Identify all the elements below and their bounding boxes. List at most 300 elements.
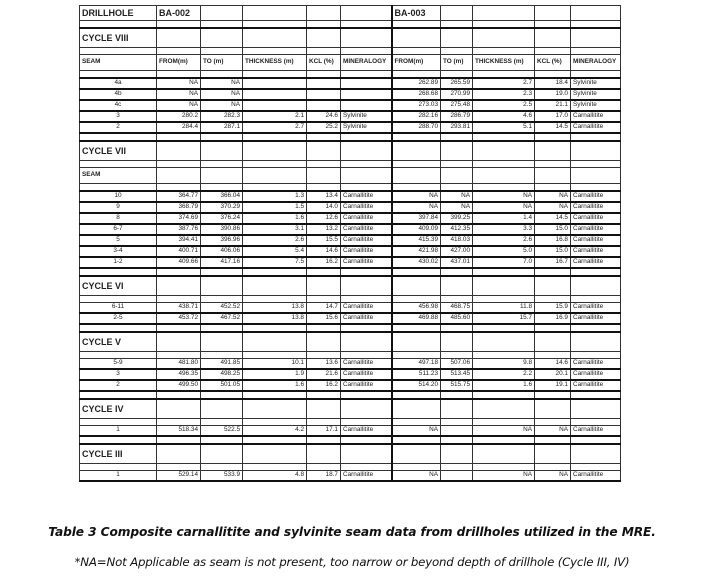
empty-cell: [201, 444, 243, 464]
table-row: [80, 471, 621, 482]
empty-cell: [535, 296, 571, 303]
table-row: [80, 380, 621, 391]
kcl-cell: 14.6: [535, 359, 571, 370]
empty-cell: [243, 184, 307, 192]
empty-cell: [341, 444, 392, 464]
table-body: [80, 6, 621, 482]
empty-cell: [201, 324, 243, 332]
mineralogy-cell: Carnallitite: [571, 122, 621, 133]
table-row: [80, 303, 621, 314]
empty-cell: [473, 184, 535, 192]
mineralogy-cell: Carnallitite: [571, 202, 621, 213]
mineralogy-cell: Carnallitite: [571, 426, 621, 437]
empty-cell: [243, 276, 307, 296]
empty-cell: [535, 268, 571, 276]
kcl-cell: 14.5: [535, 122, 571, 133]
empty-cell: [157, 436, 201, 444]
empty-cell: [571, 268, 621, 276]
empty-cell: [441, 391, 473, 399]
empty-cell: [157, 21, 201, 29]
mineralogy-cell: [341, 78, 392, 89]
empty-cell: [571, 332, 621, 352]
empty-cell: [307, 268, 341, 276]
mineralogy-cell: [341, 100, 392, 111]
mineralogy-cell: Carnallitite: [571, 303, 621, 314]
empty-cell: [80, 391, 157, 399]
empty-cell: [243, 324, 307, 332]
from-cell: 529.14: [157, 471, 201, 482]
from-cell: 497.18: [392, 359, 441, 370]
empty-cell: [441, 419, 473, 426]
cycle-heading-row: [80, 444, 621, 464]
from-cell: 469.88: [392, 313, 441, 324]
empty-cell: [243, 391, 307, 399]
to-cell: 282.3: [201, 111, 243, 122]
from-cell: 499.50: [157, 380, 201, 391]
blank-row: [80, 48, 621, 55]
empty-cell: [535, 21, 571, 29]
empty-cell: [307, 141, 341, 161]
empty-cell: [535, 444, 571, 464]
empty-cell: [157, 161, 201, 168]
to-cell: 293.81: [441, 122, 473, 133]
mineralogy-cell: Carnallitite: [341, 246, 392, 257]
to-cell: 515.75: [441, 380, 473, 391]
kcl-cell: 18.4: [535, 78, 571, 89]
to-cell: NA: [441, 191, 473, 202]
empty-cell: [243, 141, 307, 161]
empty-cell: [201, 141, 243, 161]
empty-cell: [535, 71, 571, 79]
thickness-cell: 2.6: [243, 235, 307, 246]
empty-cell: [341, 352, 392, 359]
empty-cell: [392, 332, 441, 352]
empty-cell: [157, 71, 201, 79]
blank-row: [80, 419, 621, 426]
thickness-cell: 1.6: [473, 380, 535, 391]
empty-cell: [473, 6, 535, 21]
from-cell: NA: [157, 78, 201, 89]
from-cell: NA: [157, 89, 201, 100]
from-cell: 409.09: [392, 224, 441, 235]
empty-cell: [307, 332, 341, 352]
empty-cell: [535, 399, 571, 419]
seam-cell: 2-5: [80, 313, 157, 324]
kcl-cell: 16.9: [535, 313, 571, 324]
to-cell: 376.24: [201, 213, 243, 224]
thickness-cell: 3.1: [243, 224, 307, 235]
to-cell: 427.00: [441, 246, 473, 257]
empty-cell: [243, 168, 307, 184]
kcl-cell: NA: [535, 426, 571, 437]
blank-row: [80, 352, 621, 359]
empty-cell: [157, 133, 201, 141]
empty-cell: [392, 391, 441, 399]
mineralogy-cell: Carnallitite: [341, 359, 392, 370]
empty-cell: [307, 71, 341, 79]
kcl-cell: 24.6: [307, 111, 341, 122]
thickness-cell: NA: [473, 202, 535, 213]
empty-cell: [157, 268, 201, 276]
empty-cell: [201, 352, 243, 359]
kcl-cell: 12.6: [307, 213, 341, 224]
kcl-cell: 15.6: [307, 313, 341, 324]
empty-cell: [243, 444, 307, 464]
empty-cell: [473, 133, 535, 141]
column-header-to: TO (m): [201, 55, 243, 71]
mineralogy-cell: Carnallitite: [341, 303, 392, 314]
empty-cell: [307, 419, 341, 426]
mineralogy-cell: Carnallitite: [341, 471, 392, 482]
cycle-heading-row: [80, 399, 621, 419]
empty-cell: [157, 28, 201, 48]
kcl-cell: 14.5: [535, 213, 571, 224]
empty-cell: [307, 161, 341, 168]
empty-cell: [80, 21, 157, 29]
kcl-cell: 14.7: [307, 303, 341, 314]
kcl-cell: 25.2: [307, 122, 341, 133]
drillhole-label: DRILLHOLE: [80, 6, 157, 21]
kcl-cell: NA: [535, 191, 571, 202]
empty-cell: [535, 391, 571, 399]
to-cell: [441, 426, 473, 437]
mineralogy-cell: Carnallitite: [571, 224, 621, 235]
table-row: [80, 122, 621, 133]
thickness-cell: 13.8: [243, 313, 307, 324]
from-cell: 280.2: [157, 111, 201, 122]
empty-cell: [535, 436, 571, 444]
empty-cell: [157, 352, 201, 359]
cycle-heading-row: [80, 332, 621, 352]
seam-cell: 6-11: [80, 303, 157, 314]
empty-cell: [341, 268, 392, 276]
seam-cell: 4c: [80, 100, 157, 111]
table-row: [80, 78, 621, 89]
mineralogy-cell: Carnallitite: [571, 235, 621, 246]
empty-cell: [80, 161, 157, 168]
seam-cell: 5: [80, 235, 157, 246]
thickness-cell: [243, 78, 307, 89]
empty-cell: [80, 352, 157, 359]
table-row: [80, 313, 621, 324]
to-cell: 418.03: [441, 235, 473, 246]
empty-cell: [201, 268, 243, 276]
empty-cell: [243, 268, 307, 276]
empty-cell: [80, 184, 157, 192]
to-cell: 417.16: [201, 257, 243, 268]
empty-cell: [535, 168, 571, 184]
thickness-cell: 5.1: [473, 122, 535, 133]
empty-cell: [80, 296, 157, 303]
empty-cell: [441, 6, 473, 21]
seam-cell: 1-2: [80, 257, 157, 268]
seam-data-table: [79, 5, 621, 482]
empty-cell: [201, 464, 243, 471]
column-header-seam: SEAM: [80, 168, 157, 184]
empty-cell: [473, 28, 535, 48]
empty-cell: [535, 28, 571, 48]
empty-cell: [535, 332, 571, 352]
mineralogy-cell: Sylvinite: [341, 122, 392, 133]
blank-row: [80, 71, 621, 79]
mineralogy-cell: Carnallitite: [571, 257, 621, 268]
to-cell: NA: [201, 78, 243, 89]
to-cell: 452.52: [201, 303, 243, 314]
empty-cell: [243, 71, 307, 79]
from-cell: 288.70: [392, 122, 441, 133]
hole-id-ba-002: BA-002: [157, 6, 201, 21]
kcl-cell: 19.1: [535, 380, 571, 391]
blank-row: [80, 161, 621, 168]
from-cell: 284.4: [157, 122, 201, 133]
kcl-cell: 17.0: [535, 111, 571, 122]
seam-cell: 3: [80, 369, 157, 380]
empty-cell: [307, 48, 341, 55]
kcl-cell: NA: [535, 471, 571, 482]
seam-cell: 10: [80, 191, 157, 202]
kcl-cell: 16.2: [307, 380, 341, 391]
empty-cell: [473, 141, 535, 161]
from-cell: 456.98: [392, 303, 441, 314]
mineralogy-cell: Sylvinite: [571, 100, 621, 111]
empty-cell: [201, 133, 243, 141]
thickness-cell: 2.5: [473, 100, 535, 111]
empty-cell: [157, 48, 201, 55]
empty-cell: [201, 28, 243, 48]
mineralogy-cell: Carnallitite: [571, 369, 621, 380]
empty-cell: [473, 324, 535, 332]
table-row: [80, 100, 621, 111]
from-cell: 430.02: [392, 257, 441, 268]
empty-cell: [243, 399, 307, 419]
empty-cell: [392, 161, 441, 168]
empty-cell: [441, 133, 473, 141]
to-cell: 522.5: [201, 426, 243, 437]
blank-row: [80, 391, 621, 399]
empty-cell: [441, 276, 473, 296]
empty-cell: [535, 6, 571, 21]
empty-cell: [441, 21, 473, 29]
cycle-heading: CYCLE VI: [80, 276, 157, 296]
empty-cell: [473, 444, 535, 464]
kcl-cell: 14.0: [307, 202, 341, 213]
kcl-cell: NA: [535, 202, 571, 213]
thickness-cell: NA: [473, 191, 535, 202]
empty-cell: [571, 28, 621, 48]
empty-cell: [307, 352, 341, 359]
to-cell: 366.04: [201, 191, 243, 202]
empty-cell: [307, 28, 341, 48]
empty-cell: [341, 6, 392, 21]
cycle-heading: CYCLE VIII: [80, 28, 157, 48]
empty-cell: [307, 184, 341, 192]
column-header-from: FROM(m): [392, 55, 441, 71]
empty-cell: [307, 133, 341, 141]
empty-cell: [392, 296, 441, 303]
kcl-cell: 14.6: [307, 246, 341, 257]
empty-cell: [473, 391, 535, 399]
empty-cell: [441, 28, 473, 48]
kcl-cell: 21.6: [307, 369, 341, 380]
empty-cell: [473, 276, 535, 296]
empty-cell: [535, 352, 571, 359]
column-header-seam: SEAM: [80, 55, 157, 71]
empty-cell: [441, 436, 473, 444]
to-cell: 275.48: [441, 100, 473, 111]
empty-cell: [341, 161, 392, 168]
empty-cell: [201, 71, 243, 79]
mineralogy-cell: Carnallitite: [341, 191, 392, 202]
from-cell: NA: [392, 471, 441, 482]
empty-cell: [243, 332, 307, 352]
empty-cell: [473, 268, 535, 276]
empty-cell: [243, 352, 307, 359]
table-row: [80, 235, 621, 246]
empty-cell: [341, 21, 392, 29]
column-header-thickness: THICKNESS (m): [243, 55, 307, 71]
from-cell: 481.80: [157, 359, 201, 370]
empty-cell: [341, 332, 392, 352]
to-cell: 287.1: [201, 122, 243, 133]
empty-cell: [535, 141, 571, 161]
hole-id-ba-003: BA-003: [392, 6, 441, 21]
cycle-heading-row: [80, 28, 621, 48]
empty-cell: [201, 419, 243, 426]
empty-cell: [535, 184, 571, 192]
from-cell: NA: [157, 100, 201, 111]
empty-cell: [243, 436, 307, 444]
empty-cell: [473, 161, 535, 168]
seam-cell: 4a: [80, 78, 157, 89]
empty-cell: [341, 324, 392, 332]
empty-cell: [307, 21, 341, 29]
empty-cell: [243, 296, 307, 303]
to-cell: 406.06: [201, 246, 243, 257]
from-cell: 496.35: [157, 369, 201, 380]
mineralogy-cell: Carnallitite: [341, 213, 392, 224]
kcl-cell: 19.0: [535, 89, 571, 100]
to-cell: 412.35: [441, 224, 473, 235]
to-cell: 286.79: [441, 111, 473, 122]
empty-cell: [243, 161, 307, 168]
from-cell: 364.77: [157, 191, 201, 202]
empty-cell: [157, 324, 201, 332]
empty-cell: [157, 419, 201, 426]
empty-cell: [473, 419, 535, 426]
to-cell: NA: [441, 202, 473, 213]
kcl-cell: 15.5: [307, 235, 341, 246]
empty-cell: [157, 141, 201, 161]
empty-cell: [243, 133, 307, 141]
empty-cell: [201, 161, 243, 168]
table-row: [80, 224, 621, 235]
empty-cell: [392, 268, 441, 276]
mineralogy-cell: Sylvinite: [571, 89, 621, 100]
empty-cell: [571, 168, 621, 184]
cycle-heading: CYCLE V: [80, 332, 157, 352]
table-row: [80, 191, 621, 202]
thickness-cell: 2.2: [473, 369, 535, 380]
from-cell: 273.03: [392, 100, 441, 111]
empty-cell: [243, 28, 307, 48]
kcl-cell: 15.0: [535, 246, 571, 257]
empty-cell: [571, 419, 621, 426]
blank-row: [80, 133, 621, 141]
empty-cell: [243, 419, 307, 426]
empty-cell: [307, 6, 341, 21]
empty-cell: [243, 21, 307, 29]
mineralogy-cell: Carnallitite: [341, 257, 392, 268]
empty-cell: [392, 71, 441, 79]
mineralogy-cell: Carnallitite: [571, 313, 621, 324]
empty-cell: [535, 324, 571, 332]
to-cell: 533.9: [201, 471, 243, 482]
thickness-cell: 2.3: [473, 89, 535, 100]
kcl-cell: 21.1: [535, 100, 571, 111]
to-cell: 265.59: [441, 78, 473, 89]
empty-cell: [571, 391, 621, 399]
thickness-cell: 1.5: [243, 202, 307, 213]
blank-row: [80, 268, 621, 276]
seam-cell: 3-4: [80, 246, 157, 257]
empty-cell: [80, 268, 157, 276]
empty-cell: [157, 464, 201, 471]
empty-cell: [341, 168, 392, 184]
kcl-cell: 13.2: [307, 224, 341, 235]
mineralogy-cell: [341, 89, 392, 100]
column-header-mineralogy: MINERALOGY: [571, 55, 621, 71]
empty-cell: [473, 332, 535, 352]
thickness-cell: 2.6: [473, 235, 535, 246]
empty-cell: [441, 184, 473, 192]
mineralogy-cell: Carnallitite: [341, 369, 392, 380]
table-row: [80, 111, 621, 122]
from-cell: NA: [392, 191, 441, 202]
empty-cell: [341, 71, 392, 79]
thickness-cell: 4.8: [243, 471, 307, 482]
from-cell: NA: [392, 202, 441, 213]
empty-cell: [392, 464, 441, 471]
thickness-cell: 2.7: [243, 122, 307, 133]
empty-cell: [307, 464, 341, 471]
thickness-cell: 2.7: [473, 78, 535, 89]
empty-cell: [571, 444, 621, 464]
empty-cell: [157, 296, 201, 303]
empty-cell: [571, 48, 621, 55]
empty-cell: [571, 276, 621, 296]
thickness-cell: 5.0: [473, 246, 535, 257]
seam-cell: 1: [80, 426, 157, 437]
empty-cell: [157, 391, 201, 399]
empty-cell: [307, 436, 341, 444]
thickness-cell: NA: [473, 471, 535, 482]
empty-cell: [341, 48, 392, 55]
empty-cell: [441, 268, 473, 276]
blank-row: [80, 324, 621, 332]
to-cell: 270.99: [441, 89, 473, 100]
to-cell: [441, 471, 473, 482]
thickness-cell: 1.9: [243, 369, 307, 380]
seam-cell: 4b: [80, 89, 157, 100]
to-cell: 491.85: [201, 359, 243, 370]
empty-cell: [441, 141, 473, 161]
column-header-row: [80, 168, 621, 184]
thickness-cell: 4.6: [473, 111, 535, 122]
kcl-cell: [307, 100, 341, 111]
empty-cell: [341, 276, 392, 296]
empty-cell: [341, 419, 392, 426]
mineralogy-cell: Carnallitite: [571, 213, 621, 224]
